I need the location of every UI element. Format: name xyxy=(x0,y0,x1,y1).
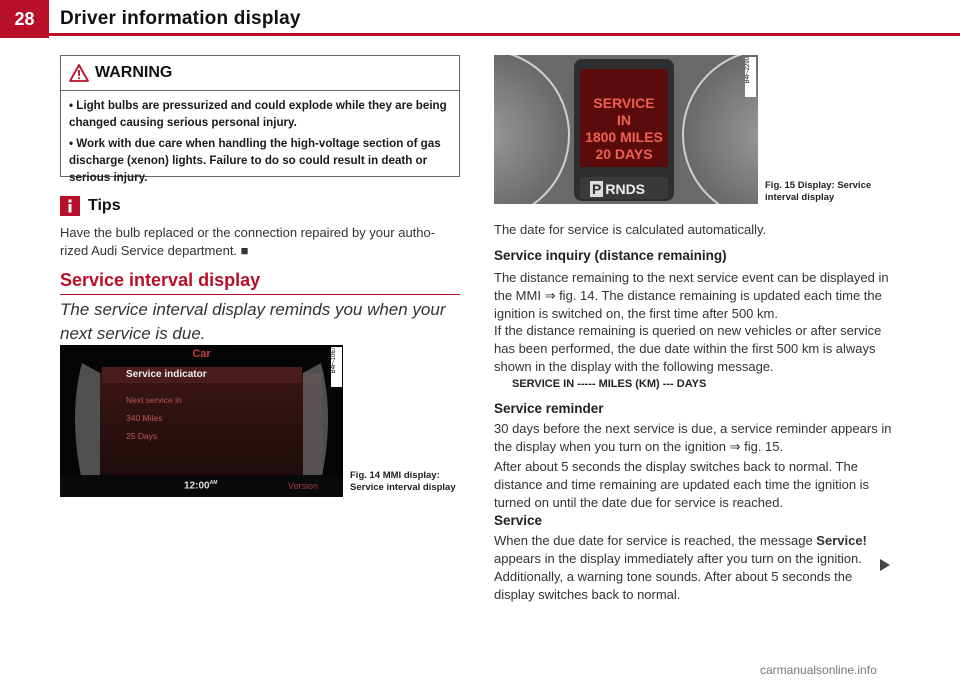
figure-14-caption xyxy=(350,470,462,494)
warning-item: • Work with due care when handling the high-voltage section of gas discharge (xenon) lights. Failure to do so could result in death or serious injury. xyxy=(69,137,441,184)
figure-code: B4F-2290 xyxy=(745,57,751,84)
mmi-time-suffix: AM xyxy=(209,480,218,486)
text-run: appears in the display immediately after you turn on the ignition. Additionally, a warning tone sounds. After about 5 seconds the display switches back to normal. xyxy=(494,551,862,602)
warning-box xyxy=(60,55,460,184)
info-icon xyxy=(60,196,80,216)
mmi-clock xyxy=(184,480,217,491)
service-message-bold: Service! xyxy=(816,533,867,548)
instrument-cluster-figure xyxy=(494,55,758,204)
mmi-line: 25 Days xyxy=(126,431,158,441)
gear-options: RNDS xyxy=(605,181,646,197)
section-rule xyxy=(60,294,460,295)
subheading-service: Service xyxy=(494,513,543,528)
mmi-service-lines xyxy=(126,391,182,445)
paragraph: If the distance remaining is queried on new vehicles or after service has been performed, the due date within the first 500 km is always shown in the display with the following message. xyxy=(494,323,882,374)
cluster-line: 1800 MILES xyxy=(585,129,663,145)
page-title: Driver information display xyxy=(60,8,301,29)
text-run: When the due date for service is reached, the message xyxy=(494,533,817,548)
mmi-time: 12:00 xyxy=(184,480,210,492)
page-number: 28 xyxy=(14,8,35,29)
warning-triangle-icon xyxy=(69,64,89,82)
warning-divider xyxy=(61,90,459,91)
tips-body: Have the bulb replaced or the connection repaired by your autho- rized Audi Service department. ■ xyxy=(60,225,436,258)
mmi-display-figure xyxy=(60,345,343,497)
section-heading: Service interval display xyxy=(60,270,261,290)
tips-title: Tips xyxy=(88,197,121,214)
mmi-line: Next service in xyxy=(126,395,182,405)
figure-15-caption xyxy=(765,180,895,204)
mmi-panel-title: Service indicator xyxy=(126,369,207,380)
paragraph: 30 days before the next service is due, a service reminder appears in the display when you turn on the ignition ⇒ fig. 15. xyxy=(494,421,892,454)
mmi-line: 340 Miles xyxy=(126,413,163,423)
caption-text: Display: Service interval display xyxy=(765,180,872,203)
paragraph: The distance remaining to the next service event can be displayed in the MMI ⇒ fig. 14. The distance remaining is updated each time the ignition is switched on, the first time after 500 km. xyxy=(494,270,889,321)
mmi-header: Car xyxy=(192,348,211,360)
subheading-inquiry: Service inquiry (distance remaining) xyxy=(494,248,727,263)
caption-text: MMI display: Service interval display xyxy=(350,470,456,493)
mmi-screen-frame xyxy=(60,345,343,497)
warning-item: • Light bulbs are pressurized and could explode while they are being changed causing serious personal injury. xyxy=(69,99,447,129)
figure-code-strip xyxy=(331,347,342,387)
cluster-line: SERVICE xyxy=(593,95,655,111)
mmi-version: Version xyxy=(288,481,319,491)
subheading-reminder: Service reminder xyxy=(494,401,604,416)
caption-number: Fig. 14 xyxy=(350,470,381,481)
paragraph xyxy=(494,532,874,604)
caption-number: Fig. 15 xyxy=(765,180,796,191)
section-intro: The service interval display reminds you when your next service is due. xyxy=(60,300,446,343)
cluster-service-message xyxy=(580,95,668,163)
gear-selected: P xyxy=(592,181,602,197)
figure-code-strip xyxy=(745,57,756,97)
cluster-line: IN xyxy=(617,112,631,128)
page-number-tab xyxy=(0,0,49,38)
gear-indicator xyxy=(590,181,645,197)
paragraph: After about 5 seconds the display switches back to normal. The distance and time remaining are updated each time the ignition is turned on until the date due for service is reached. xyxy=(494,459,870,510)
service-message-format: SERVICE IN ----- MILES (KM) --- DAYS xyxy=(512,378,707,390)
warning-body xyxy=(69,97,455,190)
cluster-line: 20 DAYS xyxy=(595,146,653,162)
header-rule xyxy=(49,33,960,36)
figure-code: B4F-1067 xyxy=(331,347,337,374)
watermark: carmanualsonline.info xyxy=(760,663,877,677)
tips-heading xyxy=(60,196,121,216)
warning-title: WARNING xyxy=(95,64,173,81)
continue-arrow-icon xyxy=(880,559,890,571)
paragraph: The date for service is calculated automatically. xyxy=(494,222,767,237)
warning-heading xyxy=(69,64,172,82)
